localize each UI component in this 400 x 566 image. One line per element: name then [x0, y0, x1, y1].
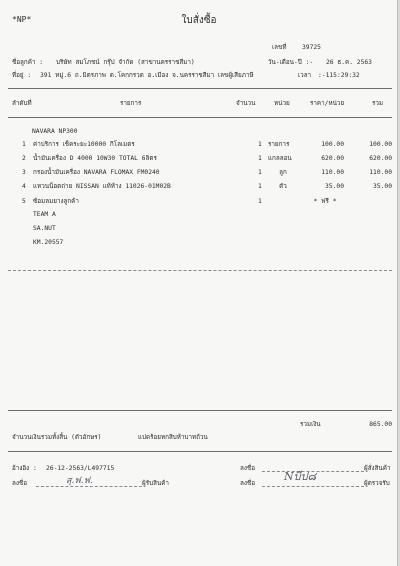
row-price-free: * ฟรี * — [313, 198, 337, 205]
customer-label: ชื่อลูกค้า : — [12, 59, 44, 66]
col-header-qty: จำนวน — [236, 100, 256, 107]
col-header-price: ราคา/หน่วย — [310, 100, 345, 107]
amount-words-value: แปดร้อยหกสิบห้าบาทถ้วน — [138, 434, 208, 441]
row-no: 4 — [22, 183, 26, 190]
row-total: 100.00 — [369, 141, 392, 148]
summary-rule — [8, 410, 392, 411]
time-value: :-115:29:32 — [318, 72, 360, 79]
customer-value: บริษัท สมโภชน์ กรุ๊ป จำกัด (สาขานครราชสีมา) — [56, 59, 195, 66]
col-header-unit: หน่วย — [274, 100, 290, 107]
row-no: 1 — [22, 141, 26, 148]
row-no: 5 — [22, 198, 26, 205]
approver-signature: Nบีป๘ — [284, 470, 317, 483]
row-total: 110.00 — [369, 169, 392, 176]
time-label: เวลา — [298, 72, 312, 79]
receiver-signature: สุ.ฟ.ฟ. — [66, 476, 93, 486]
approver-sign-line — [262, 486, 364, 487]
page-title: ใบสั่งซื้อ — [181, 15, 217, 26]
row-qty: 1 — [258, 155, 262, 162]
col-header-no: ลำดับที่ — [12, 100, 32, 107]
vehicle-model: NAVARA NP300 — [32, 128, 78, 135]
row-no: 3 — [22, 169, 26, 176]
doc-number-value: 39725 — [302, 44, 321, 51]
ref-value: 26-12-2563/L497715 — [46, 465, 115, 472]
total-label: รวมเงิน — [300, 421, 321, 428]
buyer-role: ผู้สั่งสินค้า — [364, 465, 391, 472]
col-header-desc: รายการ — [120, 100, 142, 107]
address-label: ที่อยู่ : — [12, 72, 32, 79]
address-value: 391 หมู่.6 ถ.มิตรภาพ ต.โคกกรวด อ.เมือง จ.นครราชสีมา เลขผู้เสียภาษี — [40, 72, 254, 79]
note-sa: SA.NUT — [33, 225, 56, 232]
ref-label: อ้างอิง : — [12, 465, 37, 472]
total-value: 865.00 — [369, 421, 392, 428]
row-price: 620.00 — [321, 155, 344, 162]
row-unit: ตัว — [279, 183, 287, 190]
row-qty: 1 — [258, 183, 262, 190]
row-total: 35.00 — [373, 183, 392, 190]
table-header-rule — [8, 117, 392, 118]
row-qty: 1 — [258, 141, 262, 148]
row-desc: แหวนน็อตถ่าย NISSAN แท้ห้าง 11026-01M02B — [33, 183, 171, 190]
row-qty: 1 — [258, 198, 262, 205]
date-label: วัน-เดือน-ปี :- — [268, 59, 314, 66]
row-desc: กรองน้ำมันเครื่อง NAVARA FLOMAX FM0240 — [33, 169, 160, 176]
row-total: 620.00 — [369, 155, 392, 162]
row-desc: ซ้อมลมยางลูกค้า — [33, 198, 79, 205]
amount-words-label: จำนวนเงินรวมทั้งสิ้น (ตัวอักษร) — [12, 434, 102, 441]
row-price: 35.00 — [325, 183, 344, 190]
table-bottom-rule — [8, 270, 392, 271]
row-no: 2 — [22, 155, 26, 162]
row-price: 110.00 — [321, 169, 344, 176]
note-km: KM.20557 — [33, 239, 64, 246]
approver-sign-label: ลงชื่อ — [240, 480, 255, 487]
note-team: TEAM A — [33, 211, 56, 218]
col-header-total: รวม — [372, 100, 384, 107]
table-top-rule — [8, 88, 392, 89]
row-unit: รายการ — [268, 141, 290, 148]
row-unit: ลูก — [279, 169, 287, 176]
doc-marker: *NP* — [12, 15, 32, 24]
footer-rule — [8, 451, 392, 452]
receiver-sign-label: ลงชื่อ — [12, 480, 27, 487]
row-qty: 1 — [258, 169, 262, 176]
row-price: 100.00 — [321, 141, 344, 148]
row-desc: ค่าบริการ เช็คระยะ10000 กิโลเมตร — [33, 141, 135, 148]
row-desc: น้ำมันเครื่อง D 4000 10W30 TOTAL 6ลิตร — [33, 155, 157, 162]
receiver-role: ผู้รับสินค้า — [142, 480, 169, 487]
buyer-sign-label: ลงชื่อ — [240, 465, 255, 472]
approver-role: ผู้ตรวจรับ — [364, 480, 390, 487]
date-value: 26 ธ.ค. 2563 — [326, 59, 372, 66]
doc-number-label: เลขที่ — [272, 44, 287, 51]
row-unit: แกลลอน — [268, 155, 292, 162]
